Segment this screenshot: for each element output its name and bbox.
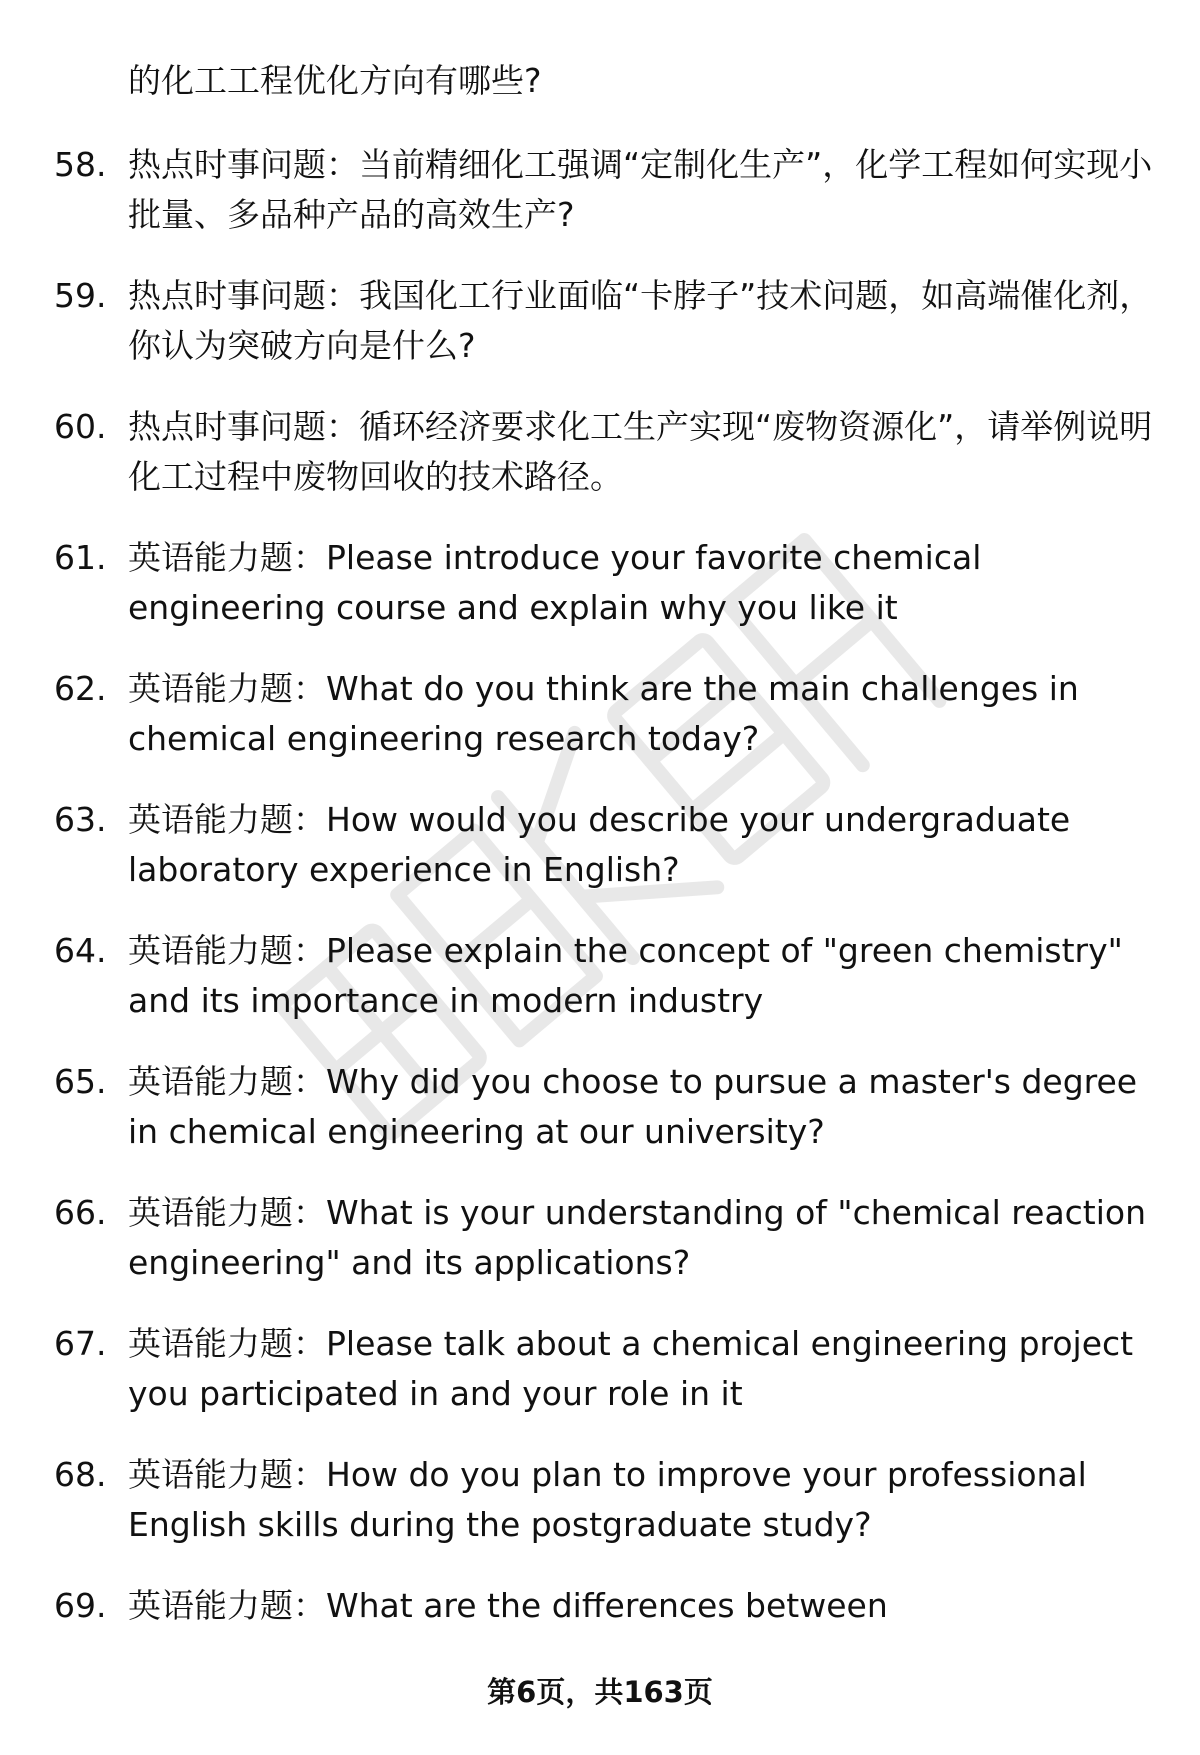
question-text: 英语能力题：Please explain the concept of "green chemistry" and its importance in modern industry (128, 931, 1123, 1020)
question-item (0, 795, 1200, 926)
question-text: 英语能力题：What are the differences between (128, 1586, 888, 1625)
question-number: 58. (54, 145, 107, 184)
question-number: 66. (54, 1193, 107, 1232)
question-item (0, 664, 1200, 795)
question-text: 热点时事问题：当前精细化工强调“定制化生产”，化学工程如何实现小批量、多品种产品的高效生产? (128, 145, 1153, 234)
question-number: 68. (54, 1455, 107, 1494)
question-item (0, 1319, 1200, 1450)
question-item (0, 271, 1200, 402)
question-list (0, 140, 1200, 1712)
question-number: 61. (54, 538, 107, 577)
question-number: 64. (54, 931, 107, 970)
question-item (0, 1450, 1200, 1581)
question-item (0, 1057, 1200, 1188)
question-number: 59. (54, 276, 107, 315)
question-text: 英语能力题：How do you plan to improve your professional English skills during the postgraduate study? (128, 1455, 1087, 1544)
question-item (0, 140, 1200, 271)
question-item (0, 926, 1200, 1057)
question-number: 69. (54, 1586, 107, 1625)
question-number: 60. (54, 407, 107, 446)
question-text: 热点时事问题：我国化工行业面临“卡脖子”技术问题，如高端催化剂，你认为突破方向是什么? (128, 276, 1153, 365)
question-text: 英语能力题：What is your understanding of "chemical reaction engineering" and its applications? (128, 1193, 1147, 1282)
question-text: 英语能力题：How would you describe your undergraduate laboratory experience in English? (128, 800, 1071, 889)
question-text: 英语能力题：What do you think are the main challenges in chemical engineering research today? (128, 669, 1079, 758)
question-text: 热点时事问题：循环经济要求化工生产实现“废物资源化”，请举例说明化工过程中废物回收的技术路径。 (128, 407, 1153, 496)
question-item (0, 402, 1200, 533)
question-text: 英语能力题：Please talk about a chemical engineering project you participated in and your role in it (128, 1324, 1134, 1413)
question-item (0, 533, 1200, 664)
question-text: 英语能力题：Please introduce your favorite chemical engineering course and explain why you like it (128, 538, 982, 627)
continuation-text: 的化工工程优化方向有哪些? (128, 61, 542, 100)
question-number: 62. (54, 669, 107, 708)
page-footer: 第6页，共163页 (487, 1675, 713, 1709)
question-text: 英语能力题：Why did you choose to pursue a master's degree in chemical engineering at our university? (128, 1062, 1138, 1151)
question-number: 67. (54, 1324, 107, 1363)
question-item (0, 1188, 1200, 1319)
question-number: 65. (54, 1062, 107, 1101)
question-number: 63. (54, 800, 107, 839)
